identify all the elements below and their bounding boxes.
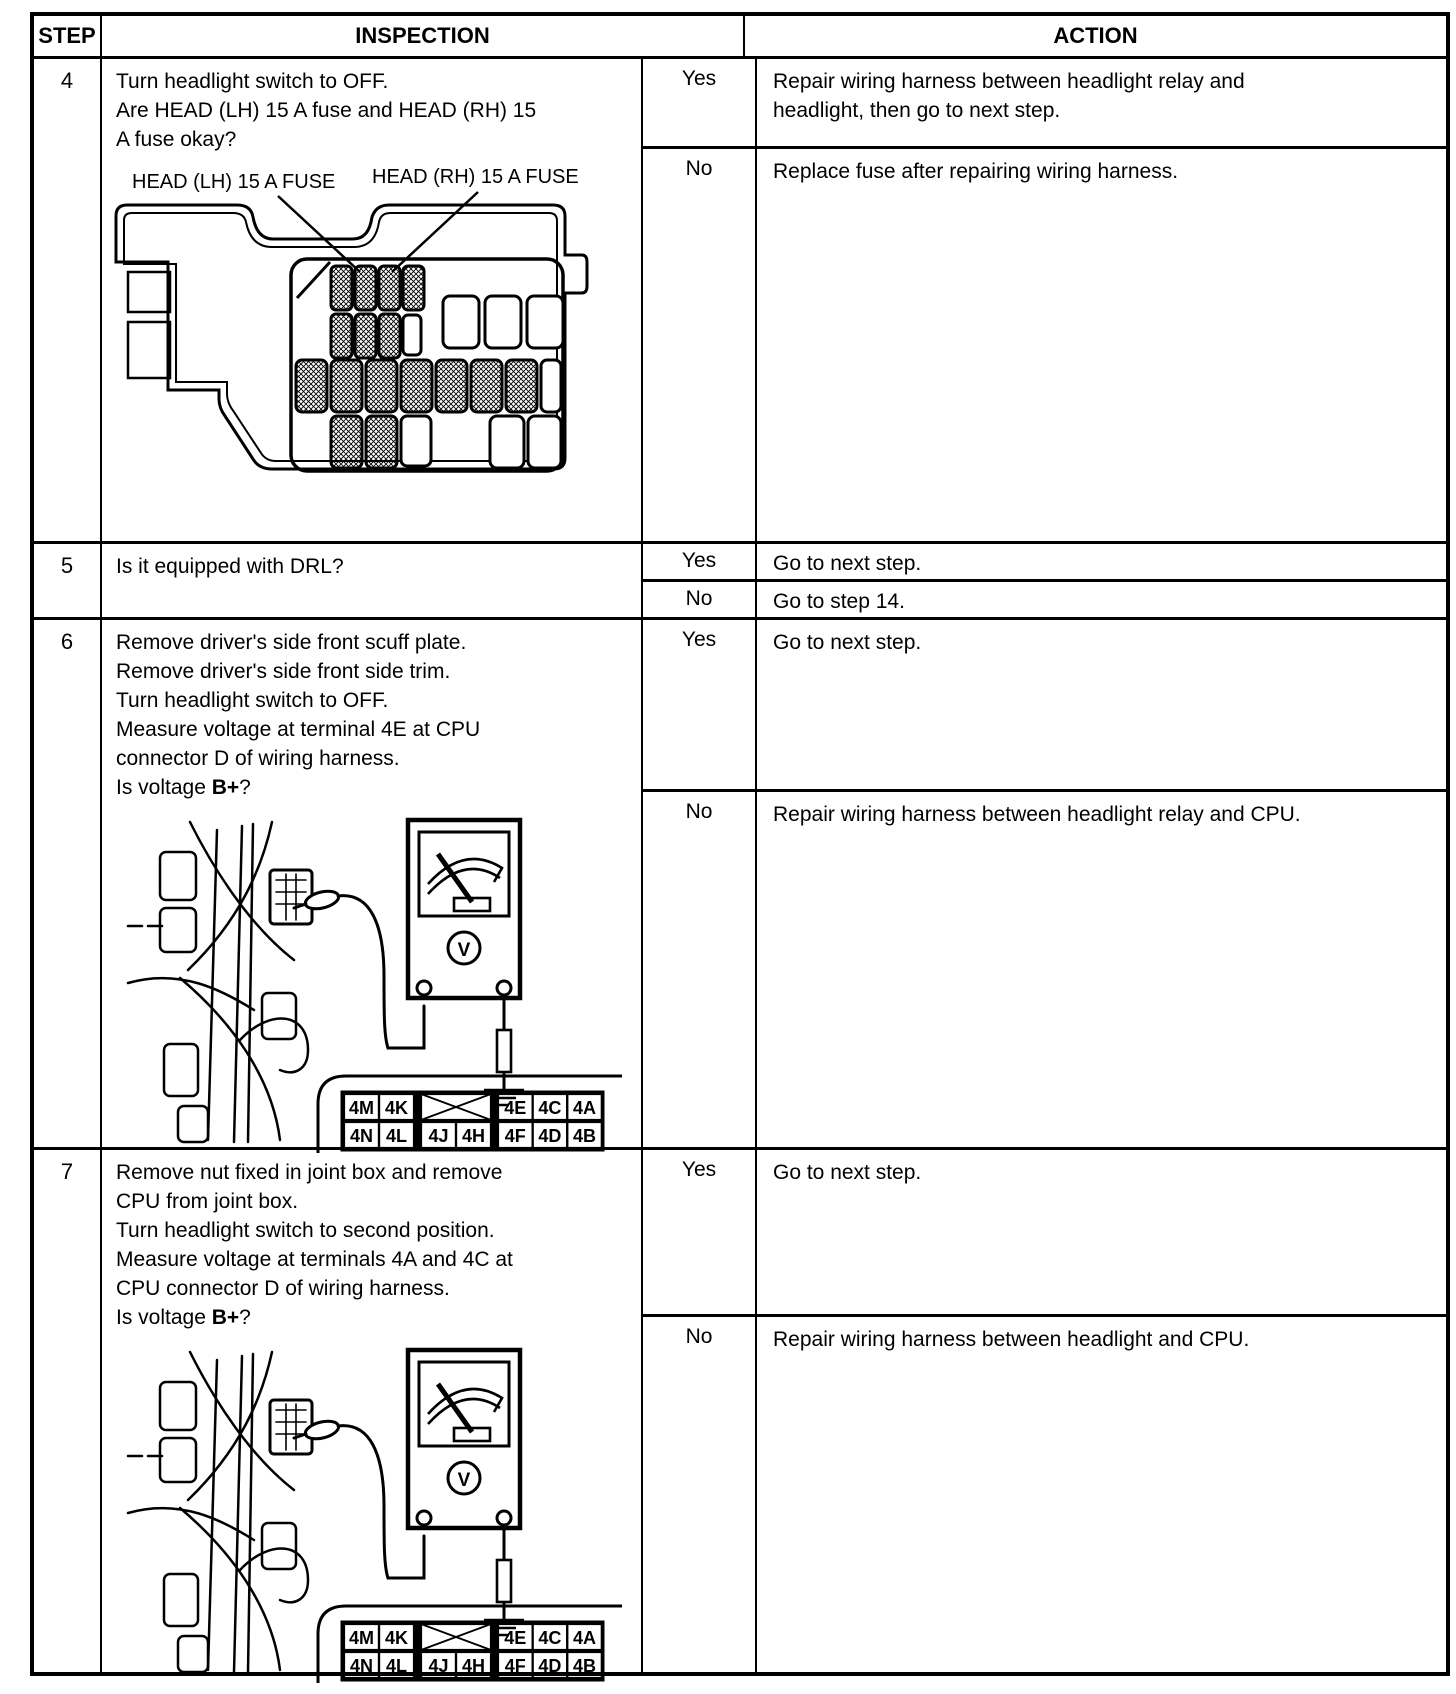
- yes-row: [643, 620, 1446, 792]
- svg-text:4D: 4D: [538, 1126, 562, 1146]
- action-cell: Go to next step.: [773, 1161, 922, 1184]
- inspection-cell: [102, 620, 643, 1147]
- action-cell: Repair wiring harness between headlight relay and CPU.: [773, 803, 1301, 826]
- yes-label: Yes: [643, 620, 757, 789]
- svg-text:4N: 4N: [349, 1126, 374, 1146]
- inspection-line: Turn headlight switch to OFF.: [116, 689, 389, 712]
- ground-lead: [484, 995, 524, 1105]
- cpu-connector: [270, 1400, 312, 1454]
- inspection-line: Turn headlight switch to OFF.: [116, 70, 389, 93]
- inspection-line: CPU from joint box.: [116, 1190, 299, 1213]
- table-row: [34, 620, 1446, 1150]
- inspection-question: Is voltage B+?: [116, 1306, 251, 1329]
- step-number: 7: [34, 1150, 102, 1672]
- svg-text:HEAD (LH) 15 A FUSE: HEAD (LH) 15 A FUSE: [132, 171, 336, 193]
- troubleshooting-table: [30, 12, 1450, 1676]
- table-header-row: [34, 16, 1446, 59]
- inspection-cell: [102, 544, 643, 617]
- svg-text:4B: 4B: [572, 1656, 597, 1676]
- inspection-line: Is it equipped with DRL?: [116, 555, 344, 578]
- inspection-line: connector D of wiring harness.: [116, 747, 400, 770]
- svg-text:4E: 4E: [504, 1098, 527, 1118]
- action-cell: Go to next step.: [773, 631, 922, 654]
- table-row: [34, 544, 1446, 620]
- table-row: [34, 59, 1446, 544]
- yes-row: [643, 1150, 1446, 1317]
- svg-text:4L: 4L: [385, 1656, 408, 1676]
- no-row: [643, 792, 1446, 1147]
- result-cells: [643, 59, 1446, 541]
- result-cells: [643, 1150, 1446, 1672]
- ground-lead: [484, 1525, 524, 1635]
- yes-label: Yes: [643, 59, 757, 146]
- svg-text:V: V: [457, 1470, 471, 1491]
- voltmeter: [408, 820, 524, 1105]
- svg-text:V: V: [457, 940, 471, 961]
- svg-text:4K: 4K: [384, 1098, 409, 1118]
- svg-text:4C: 4C: [538, 1098, 562, 1118]
- inspection-line: Measure voltage at terminal 4E at CPU: [116, 718, 481, 741]
- svg-text:HEAD (RH) 15 A FUSE: HEAD (RH) 15 A FUSE: [372, 166, 579, 188]
- inspection-line: Remove driver's side front scuff plate.: [116, 631, 467, 654]
- svg-text:4D: 4D: [538, 1656, 562, 1676]
- svg-text:4F: 4F: [504, 1126, 526, 1146]
- inspection-line: Turn headlight switch to second position.: [116, 1219, 495, 1242]
- fuse-box-diagram: [106, 164, 611, 514]
- svg-text:4M: 4M: [348, 1098, 375, 1118]
- svg-text:4H: 4H: [461, 1656, 486, 1676]
- svg-text:4J: 4J: [428, 1126, 449, 1146]
- step-number: 4: [34, 59, 102, 541]
- voltage-measurement-diagram: [122, 808, 622, 1153]
- svg-text:4H: 4H: [461, 1126, 486, 1146]
- fuse-label-rh: [372, 166, 579, 272]
- inspection-line: Measure voltage at terminals 4A and 4C at: [116, 1248, 513, 1271]
- yes-row: [643, 544, 1446, 582]
- no-label: No: [643, 582, 757, 617]
- table-row: [34, 1150, 1446, 1676]
- action-cell: [757, 59, 1446, 146]
- svg-text:4N: 4N: [349, 1656, 374, 1676]
- action-column-header: ACTION: [1053, 23, 1138, 48]
- inspection-line: Remove driver's side front side trim.: [116, 660, 451, 683]
- action-cell: Repair wiring harness between headlight and CPU.: [773, 1328, 1250, 1351]
- svg-text:4L: 4L: [385, 1126, 408, 1146]
- fuse-slots: [296, 266, 563, 468]
- svg-text:4F: 4F: [504, 1656, 526, 1676]
- step-number: 5: [34, 544, 102, 617]
- no-row: [643, 582, 1446, 617]
- inspection-cell: [102, 59, 643, 541]
- inspection-cell: [102, 1150, 643, 1676]
- result-cells: [643, 544, 1446, 617]
- connector-grid: [318, 1606, 622, 1683]
- voltage-measurement-diagram: [122, 1338, 622, 1683]
- svg-text:4K: 4K: [384, 1628, 409, 1648]
- voltmeter: [408, 1350, 524, 1635]
- inspection-line: Are HEAD (LH) 15 A fuse and HEAD (RH) 15: [116, 99, 537, 122]
- svg-text:4B: 4B: [572, 1126, 597, 1146]
- action-cell: Go to step 14.: [773, 590, 905, 613]
- step-column-header: STEP: [34, 16, 102, 56]
- svg-text:4J: 4J: [428, 1656, 449, 1676]
- cpu-connector: [270, 870, 312, 924]
- action-line: headlight, then go to next step.: [773, 99, 1061, 122]
- inspection-line: CPU connector D of wiring harness.: [116, 1277, 450, 1300]
- action-line: Repair wiring harness between headlight relay and: [773, 70, 1245, 93]
- yes-label: Yes: [643, 544, 757, 579]
- inspection-line: A fuse okay?: [116, 128, 237, 151]
- inspection-question: Is voltage B+?: [116, 776, 251, 799]
- yes-label: Yes: [643, 1150, 757, 1314]
- svg-text:4A: 4A: [572, 1628, 597, 1648]
- svg-text:4M: 4M: [348, 1628, 375, 1648]
- no-row: [643, 1317, 1446, 1672]
- svg-text:4A: 4A: [572, 1098, 597, 1118]
- result-cells: [643, 620, 1446, 1147]
- action-cell: Replace fuse after repairing wiring harness.: [773, 160, 1179, 183]
- inspection-column-header: INSPECTION: [102, 16, 745, 56]
- yes-row: [643, 59, 1446, 149]
- no-label: No: [643, 1317, 757, 1672]
- no-label: No: [643, 149, 757, 541]
- no-row: [643, 149, 1446, 541]
- no-label: No: [643, 792, 757, 1147]
- svg-text:4E: 4E: [504, 1628, 527, 1648]
- step-number: 6: [34, 620, 102, 1147]
- inspection-line: Remove nut fixed in joint box and remove: [116, 1161, 503, 1184]
- svg-text:4C: 4C: [538, 1628, 562, 1648]
- connector-grid: [318, 1076, 622, 1153]
- action-cell: Go to next step.: [773, 552, 922, 575]
